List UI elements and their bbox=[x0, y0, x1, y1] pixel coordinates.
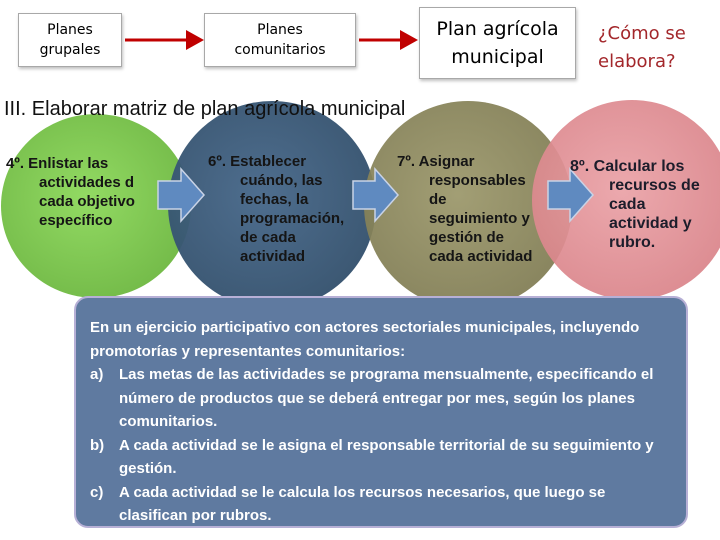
planes-comunitarios-box bbox=[204, 13, 356, 67]
item-text: A cada actividad se le calcula los recursos necesarios, que luego se clasifican por rubros. bbox=[119, 483, 606, 524]
section-title: III. Elaborar matriz de plan agrícola municipal bbox=[4, 98, 406, 120]
item-text: Las metas de las actividades se programa mensualmente, especificando el número de productos que se deberá entregar por mes, según los planes comunitarios. bbox=[119, 366, 654, 430]
step-7-text bbox=[397, 152, 532, 266]
box-line: Planes bbox=[47, 22, 93, 38]
description-item bbox=[90, 434, 676, 481]
step-line: específico bbox=[39, 212, 113, 229]
item-label: c) bbox=[90, 483, 104, 501]
description-intro: En un ejercicio participativo con actores sectoriales municipales, incluyendo promotorías y representantes comunitarios: bbox=[90, 319, 640, 360]
step-line: actividad bbox=[240, 248, 306, 265]
step-line: actividades d bbox=[39, 174, 135, 191]
step-line: cada actividad bbox=[429, 248, 533, 265]
step-line: cada bbox=[609, 196, 646, 213]
box-line: municipal bbox=[451, 46, 544, 68]
header-arrow-2 bbox=[359, 30, 418, 50]
step-6-text bbox=[208, 152, 344, 266]
step-line: programación, bbox=[240, 210, 345, 227]
step-line: gestión de bbox=[429, 229, 505, 246]
description-item bbox=[90, 481, 676, 528]
step-line: seguimiento y bbox=[429, 210, 530, 227]
box-line: grupales bbox=[39, 42, 101, 58]
step-line: rubro. bbox=[609, 234, 656, 251]
step-line: cada objetivo bbox=[39, 193, 135, 210]
description-panel bbox=[74, 296, 688, 528]
planes-grupales-box bbox=[18, 13, 122, 67]
description-item bbox=[90, 363, 676, 434]
step-4-text bbox=[6, 154, 135, 230]
step-line: de cada bbox=[240, 229, 296, 246]
step-8-text bbox=[570, 157, 700, 252]
question-line: ¿Cómo se bbox=[598, 23, 686, 44]
step-line: actividad y bbox=[609, 215, 692, 232]
box-line: Plan agrícola bbox=[436, 18, 559, 40]
step-line: 6º. Establecer bbox=[208, 153, 307, 170]
item-text: A cada actividad se le asigna el responsable territorial de su seguimiento y gestión. bbox=[119, 436, 654, 477]
box-line: Planes bbox=[257, 22, 303, 38]
how-question bbox=[598, 20, 718, 76]
step-line: fechas, la bbox=[240, 191, 309, 208]
step-line: de bbox=[429, 191, 447, 208]
item-label: a) bbox=[90, 366, 104, 383]
step-line: responsables bbox=[429, 172, 526, 189]
step-line: 8º. Calcular los bbox=[570, 158, 685, 175]
question-line: elabora? bbox=[598, 51, 676, 72]
item-label: b) bbox=[90, 436, 105, 454]
step-line: cuándo, las bbox=[240, 172, 323, 189]
step-line: 7º. Asignar bbox=[397, 153, 475, 170]
step-line: recursos de bbox=[609, 177, 700, 194]
plan-agricola-municipal-box bbox=[419, 7, 576, 79]
header-arrow-1 bbox=[125, 30, 204, 50]
step-line: 4º. Enlistar las bbox=[6, 155, 109, 172]
box-line: comunitarios bbox=[234, 42, 326, 58]
